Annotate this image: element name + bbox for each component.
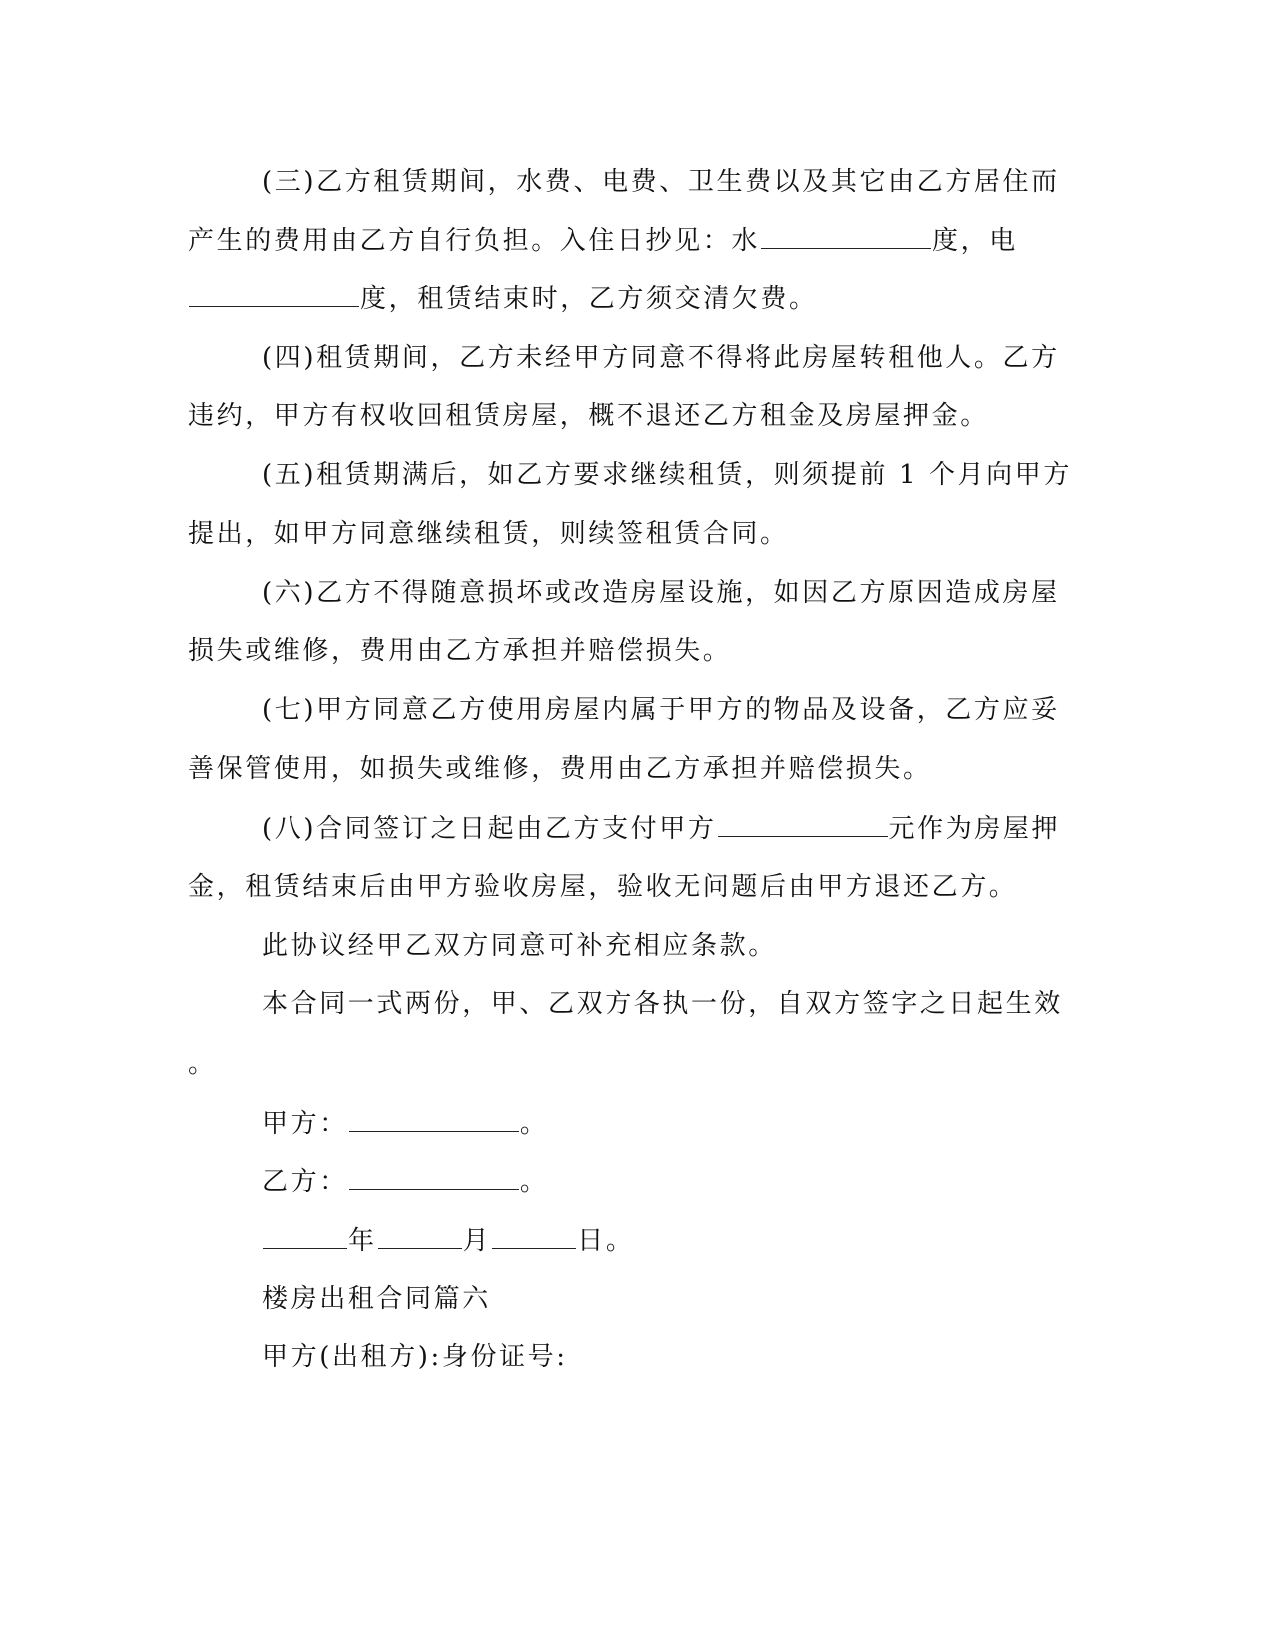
- party-b-label: 乙方：: [262, 1167, 348, 1197]
- clause-7-line-2: [188, 751, 1068, 787]
- day-blank[interactable]: [492, 1222, 576, 1249]
- party-a-label: 甲方：: [262, 1109, 348, 1139]
- clause-7-line-1: [262, 692, 1142, 728]
- text-span: 度，租赁结束时，乙方须交清欠费。: [360, 284, 818, 314]
- text-span: 度，电: [932, 226, 1018, 256]
- text-span: (七)甲方同意乙方使用房屋内属于甲方的物品及设备，乙方应妥: [262, 695, 1060, 725]
- text-span: 日。: [577, 1226, 635, 1256]
- clause-3-line-1: [262, 164, 1142, 200]
- party-b-blank[interactable]: [349, 1163, 519, 1190]
- clause-4-line-1: [262, 340, 1142, 376]
- text-span: 楼房出租合同篇六: [262, 1284, 491, 1314]
- clause-6-line-2: [188, 633, 1068, 669]
- text-span: 。: [188, 1049, 217, 1079]
- party-a-signature-line: [262, 1105, 1142, 1142]
- text-span: 提出，如甲方同意继续租赁，则续签租赁合同。: [188, 519, 789, 549]
- clause-4-line-2: [188, 398, 1068, 434]
- year-blank[interactable]: [263, 1222, 347, 1249]
- clause-5-line-2: [188, 516, 1068, 552]
- text-span: 此协议经甲乙双方同意可补充相应条款。: [262, 931, 777, 961]
- clause-3-line-3: [188, 280, 1068, 317]
- month-blank[interactable]: [378, 1222, 462, 1249]
- clause-3-line-2: [188, 222, 1068, 259]
- date-line: [262, 1222, 1142, 1259]
- party-a-blank[interactable]: [349, 1105, 519, 1132]
- text-span: 甲方(出租方):身份证号:: [262, 1342, 568, 1372]
- text-span: 损失或维修，费用由乙方承担并赔偿损失。: [188, 636, 732, 666]
- electricity-reading-blank[interactable]: [189, 280, 359, 307]
- clause-8-line-1: [262, 810, 1142, 847]
- text-span: 善保管使用，如损失或维修，费用由乙方承担并赔偿损失。: [188, 754, 932, 784]
- clause-8-line-2: [188, 869, 1068, 905]
- text-span: 。: [519, 1109, 549, 1139]
- text-span: 月: [462, 1226, 492, 1256]
- supplement-clause: [262, 928, 1142, 964]
- text-span: 金，租赁结束后由甲方验收房屋，验收无问题后由甲方退还乙方。: [188, 872, 1018, 902]
- section-title: [262, 1281, 1142, 1317]
- text-span: (三)乙方租赁期间，水费、电费、卫生费以及其它由乙方居住而: [262, 167, 1060, 197]
- water-reading-blank[interactable]: [761, 222, 931, 249]
- text-span: 违约，甲方有权收回租赁房屋，概不退还乙方租金及房屋押金。: [188, 401, 989, 431]
- text-span: (四)租赁期间，乙方未经甲方同意不得将此房屋转租他人。乙方: [262, 343, 1060, 373]
- text-span: 产生的费用由乙方自行负担。入住日抄见：水: [188, 226, 761, 256]
- party-b-signature-line: [262, 1163, 1142, 1200]
- text-span: (六)乙方不得随意损坏或改造房屋设施，如因乙方原因造成房屋: [262, 578, 1060, 608]
- copies-clause-line-2: [188, 1046, 1068, 1082]
- clause-5-line-1: [262, 457, 1142, 493]
- text-span: 元作为房屋押: [888, 814, 1061, 844]
- text-span: (五)租赁期满后，如乙方要求继续租赁，则须提前 1 个月向甲方: [262, 460, 1072, 490]
- copies-clause-line-1: [262, 986, 1142, 1022]
- lessor-id-line: [262, 1339, 1142, 1375]
- deposit-amount-blank[interactable]: [718, 810, 888, 837]
- clause-6-line-1: [262, 575, 1142, 611]
- text-span: 。: [519, 1167, 549, 1197]
- text-span: 年: [348, 1226, 377, 1256]
- text-span: (八)合同签订之日起由乙方支付甲方: [262, 814, 717, 844]
- text-span: 本合同一式两份，甲、乙双方各执一份，自双方签字之日起生效: [262, 989, 1063, 1019]
